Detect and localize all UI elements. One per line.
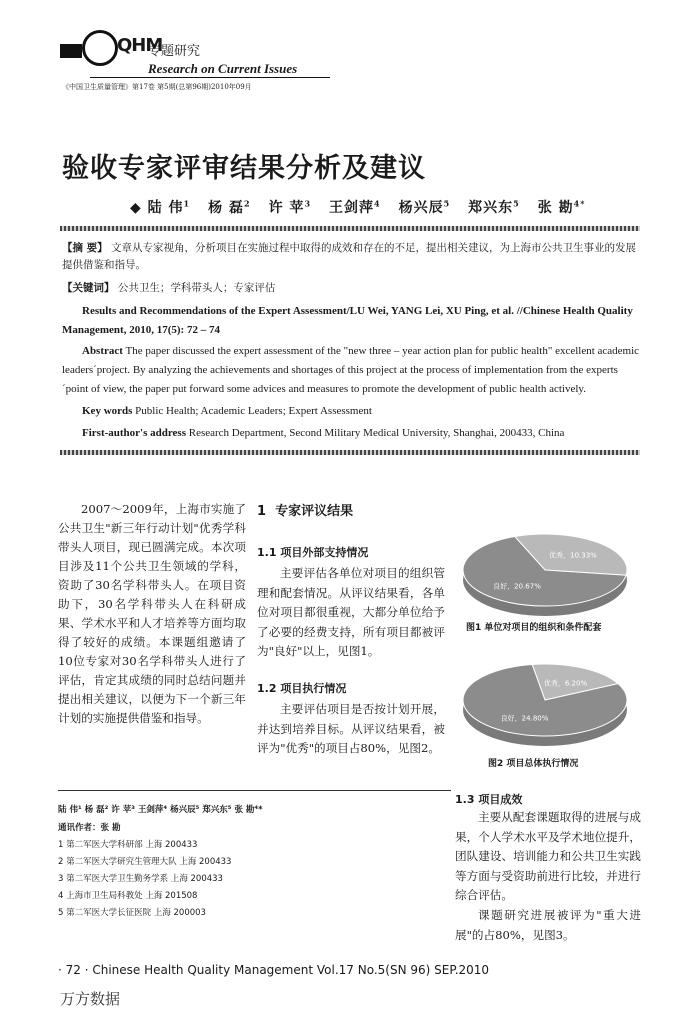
citation: Results and Recommendations of the Expert Assessment/LU Wei, YANG Lei, XU Ping, et al. //Chinese Health Quality Management, 2010, 17(5): 72 – 74 — [62, 305, 633, 336]
top-hatch-rule — [60, 226, 640, 231]
logo-circle-icon — [82, 30, 118, 66]
affiliation-5: 5 第二军医大学长征医院 上海 200003 — [58, 908, 206, 918]
section1-heading — [257, 500, 353, 519]
keywords-en-text: Public Health; Academic Leaders; Expert Assessment — [135, 405, 372, 417]
affiliation-2: 2 第二军医大学研究生管理大队 上海 200433 — [58, 857, 232, 867]
abstract-en-label: Abstract — [82, 345, 123, 357]
author-affiliation-sup: 4* — [573, 198, 586, 209]
author-name: 杨兴辰$^5$ — [398, 198, 451, 216]
pie-slice-label: 优秀，10.33% — [549, 551, 597, 560]
sub2-heading: 1.2 项目执行情况 — [257, 682, 347, 695]
abstract-en-text: The paper discussed the expert assessment of the "new three – year action plan for public health" excellent academic leaders´project. By analyzing the achievements and shortages of this project at the process of implementation from the experts´point of view, the paper put forward some advices and measures to promote the development of public health actively. — [62, 345, 640, 395]
author-list — [130, 197, 603, 217]
watermark: 万方数据 — [60, 990, 121, 1008]
affiliation-3: 3 第二军医大学卫生勤务学系 上海 200433 — [58, 874, 223, 884]
figure1-caption: 图1 单位对项目的组织和条件配套 — [466, 623, 602, 633]
author-affiliation-sup: 4 — [374, 198, 381, 209]
figure2-pie — [450, 650, 640, 750]
figure1-pie — [450, 520, 640, 620]
author-affiliation-sup: 5 — [443, 198, 451, 209]
page-footer: · 72 · Chinese Health Quality Management Vol.17 No.5(SN 96) SEP.2010 — [58, 963, 490, 977]
first-author-address — [62, 424, 640, 443]
author-name: 杨 磊$^2$ — [208, 198, 251, 216]
sub1-text: 主要评估各单位对项目的组织管理和配套情况。从评议结果看，各单位对项目都很重视，大都分单位给予了必要的经费支持，所有项目都被评为"良好"以上，见图1。 — [257, 566, 445, 658]
authors-container — [148, 200, 604, 216]
column-title-en: Research on Current Issues — [148, 61, 298, 76]
author-affiliation-sup: 5 — [513, 198, 520, 209]
abstract-cn-text: 文章从专家视角，分析项目在实施过程中取得的成效和存在的不足，提出相关建议，为上海市公共卫生事业的发展提供借鉴和指导。 — [62, 242, 636, 271]
sub1-heading: 1.1 项目外部支持情况 — [257, 546, 369, 559]
notes-authors: 陆 伟¹ 杨 磊² 许 苹³ 王剑萍⁴ 杨兴辰⁵ 郑兴东⁵ 张 勘⁴* — [58, 805, 263, 815]
diamond-icon: ◆ — [130, 200, 142, 216]
author-name: 陆 伟$^1$ — [147, 198, 191, 216]
author-name: 许 苹$^3$ — [268, 198, 312, 216]
header-rule — [90, 77, 330, 78]
keywords-en-label: Key words — [82, 405, 133, 417]
pie-slice-label: 优秀，6.20% — [543, 679, 588, 688]
author-affiliation-sup: 2 — [243, 198, 251, 209]
logo-text: QHM — [117, 35, 163, 56]
sub3-heading: 1.3 项目成效 — [455, 793, 523, 806]
keywords-cn — [62, 280, 640, 297]
abstract-en — [62, 342, 640, 399]
logo-block — [60, 44, 82, 58]
author-affiliation-sup: 3 — [304, 198, 312, 209]
notes-rule — [58, 790, 451, 791]
pie-slice-label: 良好，20.67% — [493, 582, 541, 591]
intro-paragraph: 2007～2009年，上海市实施了公共卫生"新三年行动计划"优秀学科带头人项目，现已圆满完成。本次项目涉及11个公共卫生领域的学科，资助了30名学科带头人。在项目资助下，30名学科带头人在科研成果、学术水平和人才培养等方面均取得了较好的成绩。本课题组邀请了10位专家对30名学科带头人进行了评估，肯定其成绩的同时总结问题并提出相关建议，以便为下一个新三年计划的实施提供借鉴和指导。 — [58, 502, 246, 725]
figure2-caption: 图2 项目总体执行情况 — [488, 759, 579, 769]
affiliation-1: 1 第二军医大学科研部 上海 200433 — [58, 840, 198, 850]
author-name: 郑兴东$^5$ — [468, 198, 520, 216]
sub2-text: 主要评估项目是否按计划开展，并达到培养目标。从评议结果看，被评为"优秀"的项目占80%，见图2。 — [257, 702, 445, 755]
author-affiliation-sup: 1 — [183, 198, 191, 209]
article-title: 验收专家评审结果分析及建议 — [62, 153, 426, 184]
author-name: 张 勘$^{4*}$ — [537, 198, 586, 216]
notes-corresponding: 通讯作者：张 勘 — [58, 823, 121, 833]
first-author-label: First-author's address — [82, 427, 186, 439]
first-author-text: Research Department, Second Military Medical University, Shanghai, 200433, China — [188, 427, 565, 439]
keywords-cn-text: 公共卫生；学科带头人；专家评估 — [117, 282, 276, 294]
journal-issue-line: 《中国卫生质量管理》第17卷 第5期(总第96期)2010年09月 — [62, 83, 252, 91]
sub3-text2: 课题研究进展被评为"重大进展"的占80%，见图3。 — [455, 908, 641, 942]
pie-slice-label: 良好，24.80% — [500, 714, 549, 723]
sub3-text: 主要从配套课题取得的进展与成果，个人学术水平及学术地位提升，团队建设、培训能力和公共卫生实践等方面与受资助前进行比较，并进行综合评估。 — [455, 810, 641, 902]
section1-num: 1 — [257, 504, 267, 519]
author-name: 王剑萍$^4$ — [329, 198, 381, 216]
keywords-cn-label: 【关键词】 — [62, 282, 115, 294]
abstract-cn — [62, 240, 640, 274]
abstract-cn-label: 【摘 要】 — [62, 242, 108, 254]
column-title-cn: 专题研究 — [148, 44, 201, 59]
keywords-en — [62, 402, 640, 421]
bottom-hatch-rule — [60, 450, 640, 455]
section1-title: 专家评议结果 — [275, 504, 354, 519]
affiliation-4: 4 上海市卫生局科教处 上海 201508 — [58, 891, 198, 901]
